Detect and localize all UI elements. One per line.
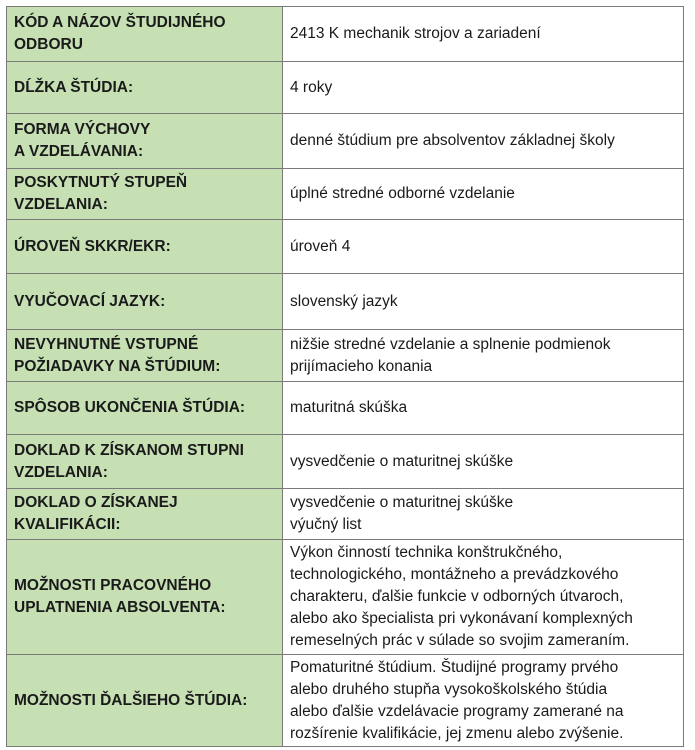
value-line: nižšie stredné vzdelanie a splnenie podmienok: [290, 335, 611, 353]
row-label: [7, 655, 283, 747]
value-line: technologického, montážneho a prevádzkového: [290, 566, 619, 583]
label-line: VZDELANIA:: [14, 196, 108, 213]
row-label: [7, 540, 283, 655]
value-line: alebo ďalšie vzdelávacie programy zamerané na: [290, 702, 624, 720]
value-line: alebo druhého stupňa vysokoškolského štúdia: [290, 680, 608, 698]
row-label: [7, 7, 283, 62]
row-value: [283, 220, 684, 274]
row-value: [283, 489, 684, 540]
row-label: [7, 382, 283, 435]
row-label: [7, 274, 283, 330]
value-line: remeselných prác v súlade so svojim zameraním.: [290, 632, 630, 649]
label-line: MOŽNOSTI ĎALŠIEHO ŠTÚDIA:: [14, 691, 248, 709]
value-line: denné štúdium pre absolventov základnej školy: [290, 132, 615, 149]
value-line: rozšírenie kvalifikácie, jej zmenu alebo zvýšenie.: [290, 724, 624, 742]
value-line: 2413 K mechanik strojov a zariadení: [290, 25, 541, 42]
row-value: [283, 62, 684, 114]
row-value: [283, 540, 684, 655]
value-line: slovenský jazyk: [290, 292, 398, 310]
table-row: [7, 655, 684, 747]
label-line: ODBORU: [14, 36, 83, 53]
table-row: [7, 62, 684, 114]
value-line: úroveň 4: [290, 237, 351, 255]
label-line: POŽIADAVKY NA ŠTÚDIUM:: [14, 357, 221, 375]
value-line: 4 roky: [290, 78, 333, 96]
label-line: UPLATNENIA ABSOLVENTA:: [14, 599, 226, 616]
row-label: [7, 435, 283, 489]
table-row: [7, 114, 684, 169]
row-value: [283, 382, 684, 435]
label-line: SPÔSOB UKONČENIA ŠTÚDIA:: [14, 399, 246, 416]
value-line: vysvedčenie o maturitnej skúške: [290, 494, 514, 511]
value-line: maturitná skúška: [290, 399, 408, 416]
label-line: VZDELANIA:: [14, 463, 108, 481]
table-row: [7, 330, 684, 382]
study-program-table: [6, 6, 684, 747]
row-label: [7, 330, 283, 382]
label-line: A VZDELÁVANIA:: [14, 143, 144, 160]
value-line: Pomaturitné štúdium. Študijné programy prvého: [290, 658, 619, 676]
table-row: [7, 435, 684, 489]
table-row: [7, 220, 684, 274]
value-line: úplné stredné odborné vzdelanie: [290, 185, 515, 202]
label-line: KVALIFIKÁCII:: [14, 516, 121, 533]
label-line: DOKLAD O ZÍSKANEJ: [14, 494, 178, 511]
label-line: DOKLAD K ZÍSKANOM STUPNI: [14, 441, 244, 459]
label-line: DĹŽKA ŠTÚDIA:: [14, 78, 134, 96]
table-row: [7, 540, 684, 655]
table-row: [7, 382, 684, 435]
label-line: KÓD A NÁZOV ŠTUDIJNÉHO: [14, 14, 226, 31]
value-line: charakteru, ďalšie funkcie v odborných útvaroch,: [290, 588, 624, 605]
table-row: [7, 274, 684, 330]
value-line: alebo ako špecialista pri vykonávaní komplexných: [290, 610, 633, 627]
row-label: [7, 220, 283, 274]
row-value: [283, 655, 684, 747]
table-row: [7, 169, 684, 220]
row-value: [283, 169, 684, 220]
row-label: [7, 489, 283, 540]
value-line: vysvedčenie o maturitnej skúške: [290, 452, 514, 470]
row-value: [283, 435, 684, 489]
table-row: [7, 7, 684, 62]
label-line: VYUČOVACÍ JAZYK:: [14, 292, 166, 310]
row-label: [7, 169, 283, 220]
table-row: [7, 489, 684, 540]
label-line: FORMA VÝCHOVY: [14, 121, 151, 138]
row-label: [7, 62, 283, 114]
row-value: [283, 7, 684, 62]
row-value: [283, 114, 684, 169]
value-line: výučný list: [290, 516, 362, 533]
value-line: prijímacieho konania: [290, 357, 433, 375]
value-line: Výkon činností technika konštrukčného,: [290, 544, 563, 561]
label-line: POSKYTNUTÝ STUPEŇ: [14, 174, 188, 191]
row-value: [283, 274, 684, 330]
label-line: NEVYHNUTNÉ VSTUPNÉ: [14, 335, 199, 353]
row-value: [283, 330, 684, 382]
label-line: MOŽNOSTI PRACOVNÉHO: [14, 577, 212, 594]
label-line: ÚROVEŇ SKKR/EKR:: [14, 237, 171, 255]
row-label: [7, 114, 283, 169]
